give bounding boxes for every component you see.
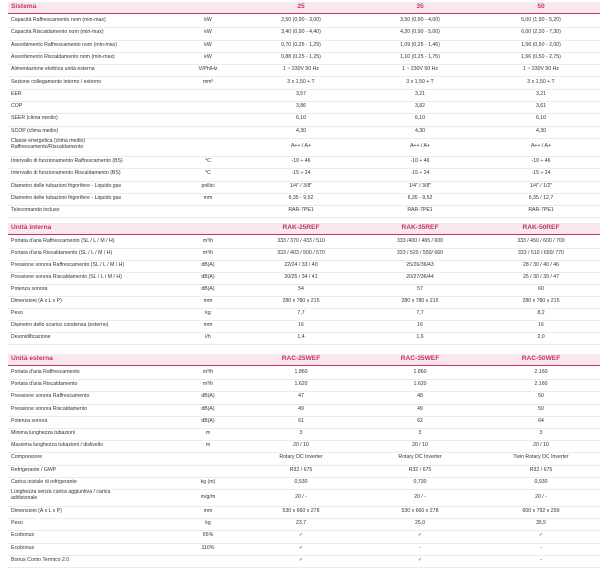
row-value-2: 4,30 bbox=[414, 127, 426, 134]
table-row bbox=[8, 15, 600, 28]
row-unit: mm bbox=[203, 194, 213, 201]
column-header-1: 25 bbox=[297, 3, 305, 10]
column-header-1: RAC-25WEF bbox=[281, 355, 321, 362]
row-value-2: 48 bbox=[417, 393, 423, 400]
row-label: Deumidificazione bbox=[11, 334, 51, 340]
row-label: Carica iniziale di refrigerante bbox=[11, 478, 77, 485]
row-value-2: 6,10 bbox=[414, 115, 426, 122]
row-value-3: - bbox=[540, 544, 542, 551]
row-value-1: 530 x 660 x 278 bbox=[282, 508, 320, 514]
row-unit: m³/h bbox=[202, 369, 214, 375]
row-unit: kW bbox=[204, 53, 212, 60]
table-row bbox=[8, 168, 600, 181]
row-value-3: Twin Rotary DC Inverter bbox=[513, 454, 569, 461]
row-value-1: -10 ÷ 46 bbox=[291, 158, 311, 164]
row-value-2: 0,730 bbox=[413, 478, 427, 485]
row-unit: dB(A) bbox=[201, 417, 215, 424]
row-label: COP bbox=[11, 103, 23, 110]
row-label: Compressore bbox=[11, 454, 43, 461]
row-value-1: 20 / 10 bbox=[293, 442, 309, 449]
row-value-1: 0,530 bbox=[294, 478, 308, 485]
row-value-3: 60 bbox=[538, 286, 544, 292]
row-value-2: - bbox=[419, 544, 421, 551]
row-label: Bonus Conto Termico 2.0 bbox=[11, 556, 70, 563]
row-label: Peso bbox=[11, 310, 23, 316]
row-value-3: 2.160 bbox=[534, 381, 548, 388]
section-header-sistema bbox=[8, 2, 600, 14]
row-value-3: 4,30 bbox=[535, 127, 547, 134]
row-label: Alimentazione elettrica unità esterna bbox=[11, 66, 95, 73]
table-row bbox=[8, 332, 600, 345]
row-unit: kW bbox=[204, 41, 212, 48]
row-value-1: ✓ bbox=[298, 544, 304, 551]
table-row bbox=[8, 40, 600, 53]
row-value-3: 1,56 (0,50 - 2,00) bbox=[521, 41, 561, 48]
row-label: Portata d'aria Riscaldamento bbox=[11, 381, 78, 388]
row-value-2: -10 ÷ 46 bbox=[410, 158, 430, 164]
row-value-2: 3,82 bbox=[414, 103, 426, 110]
row-value-1: 1 ~ 230V 50 Hz bbox=[283, 66, 319, 73]
table-row bbox=[8, 530, 600, 543]
row-label: Classe energetica (clima medio) Raffrescamento/Riscaldamento bbox=[11, 138, 86, 150]
row-value-2: RAR-7PE1 bbox=[407, 207, 433, 214]
table-row bbox=[8, 126, 600, 139]
row-value-2: 3,21 bbox=[414, 90, 426, 97]
row-value-3: 600 x 792 x 299 bbox=[522, 508, 560, 514]
row-value-2: 62 bbox=[417, 417, 423, 424]
row-value-3: -15 ÷ 24 bbox=[531, 170, 551, 177]
table-row bbox=[8, 543, 600, 556]
row-value-2: 20 / - bbox=[414, 494, 426, 500]
table-row bbox=[8, 477, 600, 490]
table-row bbox=[8, 52, 600, 65]
row-label: Sezione collegamento interno / esterno bbox=[11, 78, 101, 85]
row-value-2: 1,10 (0,25 - 1,75) bbox=[400, 53, 440, 60]
row-unit: mm bbox=[203, 322, 213, 328]
row-label: Minima lunghezza tubazioni bbox=[11, 430, 76, 436]
row-value-1: 2,50 (0,90 - 3,00) bbox=[281, 17, 321, 23]
row-value-3: 280 x 780 x 215 bbox=[522, 298, 560, 304]
column-header-2: RAC-35WEF bbox=[400, 355, 440, 362]
row-value-3: 28 / 30 / 40 / 46 bbox=[522, 262, 560, 268]
row-unit: kW bbox=[204, 17, 212, 23]
row-label: Diametro delle tubazioni frigorifere - Liquido gas bbox=[11, 194, 122, 201]
table-row bbox=[8, 138, 600, 157]
row-label: Pressione sonora Raffrescamento (SL / L / M / H) bbox=[11, 262, 125, 268]
row-value-2: R32 / 675 bbox=[408, 466, 432, 473]
row-unit: kg bbox=[205, 310, 211, 316]
row-value-2: 280 x 780 x 215 bbox=[401, 298, 439, 304]
row-value-1: A++ / A+ bbox=[290, 143, 312, 149]
row-value-2: -15 ÷ 24 bbox=[410, 170, 430, 177]
row-value-3: 1/4" / 1/2" bbox=[529, 182, 553, 189]
row-value-1: ✓ bbox=[298, 556, 304, 563]
row-value-1: 0,88 (0,25 - 1,25) bbox=[281, 53, 321, 60]
table-row bbox=[8, 404, 600, 417]
section-title: Unità interna bbox=[11, 224, 52, 231]
row-value-3: 20 / - bbox=[535, 494, 547, 500]
row-value-3: 6,35 / 12,7 bbox=[528, 194, 554, 201]
row-unit: dB(A) bbox=[201, 286, 215, 292]
section-header-esterna bbox=[8, 354, 600, 366]
row-label: Refrigerante / GWP bbox=[11, 466, 57, 473]
row-label: Potenza sonora bbox=[11, 417, 48, 424]
row-value-3: 20 / 10 bbox=[533, 442, 549, 449]
row-value-2: 530 x 660 x 278 bbox=[401, 508, 439, 514]
table-row bbox=[8, 181, 600, 194]
section-unita-interna bbox=[8, 223, 600, 344]
row-value-2: 3 bbox=[418, 430, 422, 436]
row-label: Capacità Riscaldamento nom (min-max) bbox=[11, 29, 104, 36]
table-row bbox=[8, 465, 600, 478]
row-unit: kg bbox=[205, 520, 211, 527]
row-value-2: 3 x 1,50 + T bbox=[406, 78, 434, 85]
row-value-3: R32 / 675 bbox=[529, 466, 553, 473]
row-unit: m³/h bbox=[202, 250, 214, 256]
row-value-1: Rotary DC Inverter bbox=[279, 454, 323, 461]
row-value-2: 1.860 bbox=[413, 369, 427, 375]
row-unit: mm² bbox=[202, 78, 214, 85]
table-row bbox=[8, 379, 600, 392]
row-value-3: 6,10 bbox=[535, 115, 547, 122]
table-row bbox=[8, 77, 600, 90]
row-value-1: 23,7 bbox=[295, 520, 307, 527]
row-value-1: 6,10 bbox=[295, 115, 307, 122]
section-title: Sistema bbox=[11, 3, 37, 10]
row-value-3: 50 bbox=[538, 393, 544, 400]
column-header-2: RAK-35REF bbox=[401, 224, 439, 231]
column-header-2: 35 bbox=[416, 3, 424, 10]
row-label: Assorbimento Raffrescamento nom (min-max) bbox=[11, 41, 117, 48]
section-header-interna bbox=[8, 223, 600, 235]
row-value-1: 3,86 bbox=[295, 103, 307, 110]
row-value-3: 25 / 30 / 39 / 47 bbox=[522, 274, 560, 280]
row-value-3: 2,0 bbox=[537, 334, 545, 340]
row-value-2: 333 /400 / 465 / 600 bbox=[396, 238, 444, 244]
row-value-3: 2.160 bbox=[534, 369, 548, 375]
row-value-2: 1,6 bbox=[416, 334, 424, 340]
row-value-2: 7,7 bbox=[416, 310, 424, 316]
row-label: Pressione sonora Riscaldamento (SL / L / M / H) bbox=[11, 274, 122, 280]
row-value-1: 6,35 - 9,52 bbox=[288, 194, 314, 201]
row-value-1: 20 / - bbox=[295, 494, 307, 500]
column-header-1: RAK-25REF bbox=[282, 224, 320, 231]
row-unit: pollici bbox=[201, 182, 215, 189]
column-header-3: 50 bbox=[537, 3, 545, 10]
row-value-3: 0,930 bbox=[534, 478, 548, 485]
row-value-1: 3 x 1,50 + T bbox=[287, 78, 315, 85]
row-unit: m³/h bbox=[202, 238, 214, 244]
row-value-1: 0,70 (0,25 - 1,29) bbox=[281, 41, 321, 48]
table-row bbox=[8, 89, 600, 102]
row-value-1: 1,4 bbox=[297, 334, 305, 340]
row-value-1: 1/4" / 3/8" bbox=[289, 182, 313, 189]
table-row bbox=[8, 156, 600, 169]
row-value-2: 20 / 10 bbox=[412, 442, 428, 449]
row-value-2: 4,20 (0,90 - 5,00) bbox=[400, 29, 440, 36]
row-value-3: 16 bbox=[538, 322, 544, 328]
row-value-3: 3,21 bbox=[535, 90, 547, 97]
table-row bbox=[8, 452, 600, 465]
row-value-2: 57 bbox=[417, 286, 423, 292]
row-value-2: 6,35 - 9,52 bbox=[407, 194, 433, 201]
row-value-3: 3,61 bbox=[535, 103, 547, 110]
row-unit: m/g/m bbox=[200, 494, 216, 500]
row-label: Pressione sonora Riscaldamento bbox=[11, 405, 88, 412]
row-value-3: 6,00 (2,20 - 7,30) bbox=[521, 29, 561, 36]
table-row bbox=[8, 64, 600, 77]
row-value-2: 1 ~ 230V 50 Hz bbox=[402, 66, 438, 73]
row-value-3: 333 / 510 / 650/ 770 bbox=[517, 250, 565, 256]
row-unit: kg (m) bbox=[200, 478, 216, 485]
row-label: Capacità Raffrescamento nom (min-max) bbox=[11, 17, 106, 23]
row-unit: 110% bbox=[201, 544, 215, 551]
row-value-2: 1,09 (0,25 - 1,46) bbox=[400, 41, 440, 48]
row-value-3: 1 ~ 230V 50 Hz bbox=[523, 66, 559, 73]
row-value-1: 3,40 (0,90 - 4,40) bbox=[281, 29, 321, 36]
row-label: Diametro delle tubazioni frigorifere - Liquido gas bbox=[11, 182, 122, 189]
row-value-1: 47 bbox=[298, 393, 304, 400]
row-unit: mm bbox=[203, 298, 213, 304]
row-unit: m³/h bbox=[202, 381, 214, 388]
row-value-1: 20/25 / 34 / 41 bbox=[284, 274, 318, 280]
table-row bbox=[8, 193, 600, 206]
row-value-1: 7,7 bbox=[297, 310, 305, 316]
table-row bbox=[8, 518, 600, 531]
row-value-2: A++ / A+ bbox=[409, 143, 431, 149]
row-value-1: 3,57 bbox=[295, 90, 307, 97]
row-value-1: 4,30 bbox=[295, 127, 307, 134]
table-row bbox=[8, 555, 600, 568]
row-unit: V/Ph/Hz bbox=[198, 66, 218, 73]
row-label: Portata d'aria Riscaldamento (SL / L / M / H) bbox=[11, 250, 113, 256]
row-value-3: ✓ bbox=[538, 532, 544, 539]
table-row bbox=[8, 440, 600, 453]
row-value-2: ✓ bbox=[417, 556, 423, 563]
row-unit: mm bbox=[203, 508, 213, 514]
row-unit: l/h bbox=[205, 334, 211, 340]
row-label: Potenza sonora bbox=[11, 286, 48, 292]
row-value-3: 333 / 450 / 600 / 700 bbox=[517, 238, 565, 244]
row-value-1: 61 bbox=[298, 417, 304, 424]
table-row bbox=[8, 113, 600, 126]
table-row bbox=[8, 27, 600, 40]
row-unit: 65% bbox=[202, 532, 214, 539]
row-value-2: 1.620 bbox=[413, 381, 427, 388]
column-header-3: RAK-50REF bbox=[522, 224, 560, 231]
row-unit: °C bbox=[205, 170, 211, 177]
row-label: EER bbox=[11, 90, 22, 97]
row-unit: m bbox=[205, 430, 211, 436]
row-value-3: 3 bbox=[539, 430, 543, 436]
row-unit: °C bbox=[205, 158, 211, 164]
table-row bbox=[8, 416, 600, 429]
row-unit: dB(A) bbox=[201, 405, 215, 412]
row-value-1: 49 bbox=[298, 405, 304, 412]
row-value-2: 3,50 (0,90 - 4,00) bbox=[400, 17, 440, 23]
section-sistema bbox=[8, 2, 600, 218]
row-value-3: 8,2 bbox=[537, 310, 545, 316]
row-value-1: 54 bbox=[298, 286, 304, 292]
row-label: Lunghezza senza carica aggiuntiva / carica addizionale bbox=[11, 489, 111, 501]
row-value-3: 50 bbox=[538, 405, 544, 412]
row-label: SEER (clima medio) bbox=[11, 115, 58, 122]
row-value-1: 1.860 bbox=[294, 369, 308, 375]
row-label: Peso bbox=[11, 520, 23, 527]
row-value-1: ✓ bbox=[298, 532, 304, 539]
row-value-2: 16 bbox=[417, 322, 423, 328]
row-value-3: - bbox=[540, 556, 542, 563]
table-row bbox=[8, 489, 600, 507]
row-value-1: RAR-7PE1 bbox=[288, 207, 314, 214]
row-value-2: Rotary DC Inverter bbox=[398, 454, 442, 461]
row-label: Intervallo di funzionamento Raffrescamento (BS) bbox=[11, 158, 123, 164]
row-label: Portata d'aria Raffrescamento (SL / L / M / H) bbox=[11, 238, 115, 244]
row-unit: dB(A) bbox=[201, 274, 215, 280]
row-label: SCOP (clima medio) bbox=[11, 127, 59, 134]
table-row bbox=[8, 391, 600, 404]
row-value-1: 3 bbox=[299, 430, 303, 436]
row-value-1: 280 x 780 x 215 bbox=[282, 298, 320, 304]
row-value-3: -10 ÷ 46 bbox=[531, 158, 551, 164]
row-label: Pressione sonora Raffrescamento bbox=[11, 393, 90, 400]
row-value-2: 25/26/36/43 bbox=[406, 262, 434, 268]
row-value-1: 333 / 370 / 433 / 510 bbox=[277, 238, 325, 244]
row-value-3: A++ / A+ bbox=[530, 143, 552, 149]
row-label: Massima lunghezza tubazioni / dislivello bbox=[11, 442, 103, 449]
row-value-3: 35,5 bbox=[535, 520, 547, 527]
row-unit: dB(A) bbox=[201, 393, 215, 400]
row-label: Ecobonus bbox=[11, 544, 35, 551]
table-row bbox=[8, 101, 600, 114]
row-value-1: R32 / 675 bbox=[289, 466, 313, 473]
row-value-3: 5,00 (1,90 - 5,20) bbox=[521, 17, 561, 23]
row-value-3: 1,66 (0,50 - 2,75) bbox=[521, 53, 561, 60]
row-label: Diametro dello scarico condensa (esterno) bbox=[11, 322, 109, 328]
row-value-1: 333 / 403 / 500 / 570 bbox=[277, 250, 325, 256]
row-label: Dimensioni (A x L x P) bbox=[11, 298, 62, 304]
row-value-2: 20/27/36/44 bbox=[406, 274, 434, 280]
row-label: Telecomando incluso bbox=[11, 207, 60, 214]
column-header-3: RAC-50WEF bbox=[521, 355, 561, 362]
section-title: Unità esterna bbox=[11, 355, 53, 362]
row-value-3: RAR-7PE1 bbox=[528, 207, 554, 214]
row-value-1: 1.620 bbox=[294, 381, 308, 388]
row-label: Assorbimento Riscaldamento nom (min-max) bbox=[11, 53, 115, 60]
row-value-2: 333 / 520 / 550/ 660 bbox=[396, 250, 444, 256]
row-label: Ecobonus bbox=[11, 532, 35, 539]
row-label: Intervallo di funzionamento Riscaldamento (BS) bbox=[11, 170, 121, 177]
row-value-1: -15 ÷ 24 bbox=[291, 170, 311, 177]
row-unit: m bbox=[205, 442, 211, 449]
row-value-2: 49 bbox=[417, 405, 423, 412]
row-value-2: 1/4" / 3/8" bbox=[408, 182, 432, 189]
row-unit: dB(A) bbox=[201, 262, 215, 268]
row-value-1: 16 bbox=[298, 322, 304, 328]
row-value-1: 22/24 / 33 / 40 bbox=[284, 262, 318, 268]
row-label: Portata d'aria Raffrescamento bbox=[11, 369, 80, 375]
section-unita-esterna bbox=[8, 354, 600, 567]
row-label: Dimensioni (A x L x P) bbox=[11, 508, 62, 514]
row-value-3: 64 bbox=[538, 417, 544, 424]
table-row bbox=[8, 205, 600, 218]
row-unit: kW bbox=[204, 29, 212, 36]
row-value-2: 25,0 bbox=[414, 520, 426, 527]
row-value-2: ✓ bbox=[417, 532, 423, 539]
row-value-3: 3 x 1,50 + T bbox=[527, 78, 555, 85]
